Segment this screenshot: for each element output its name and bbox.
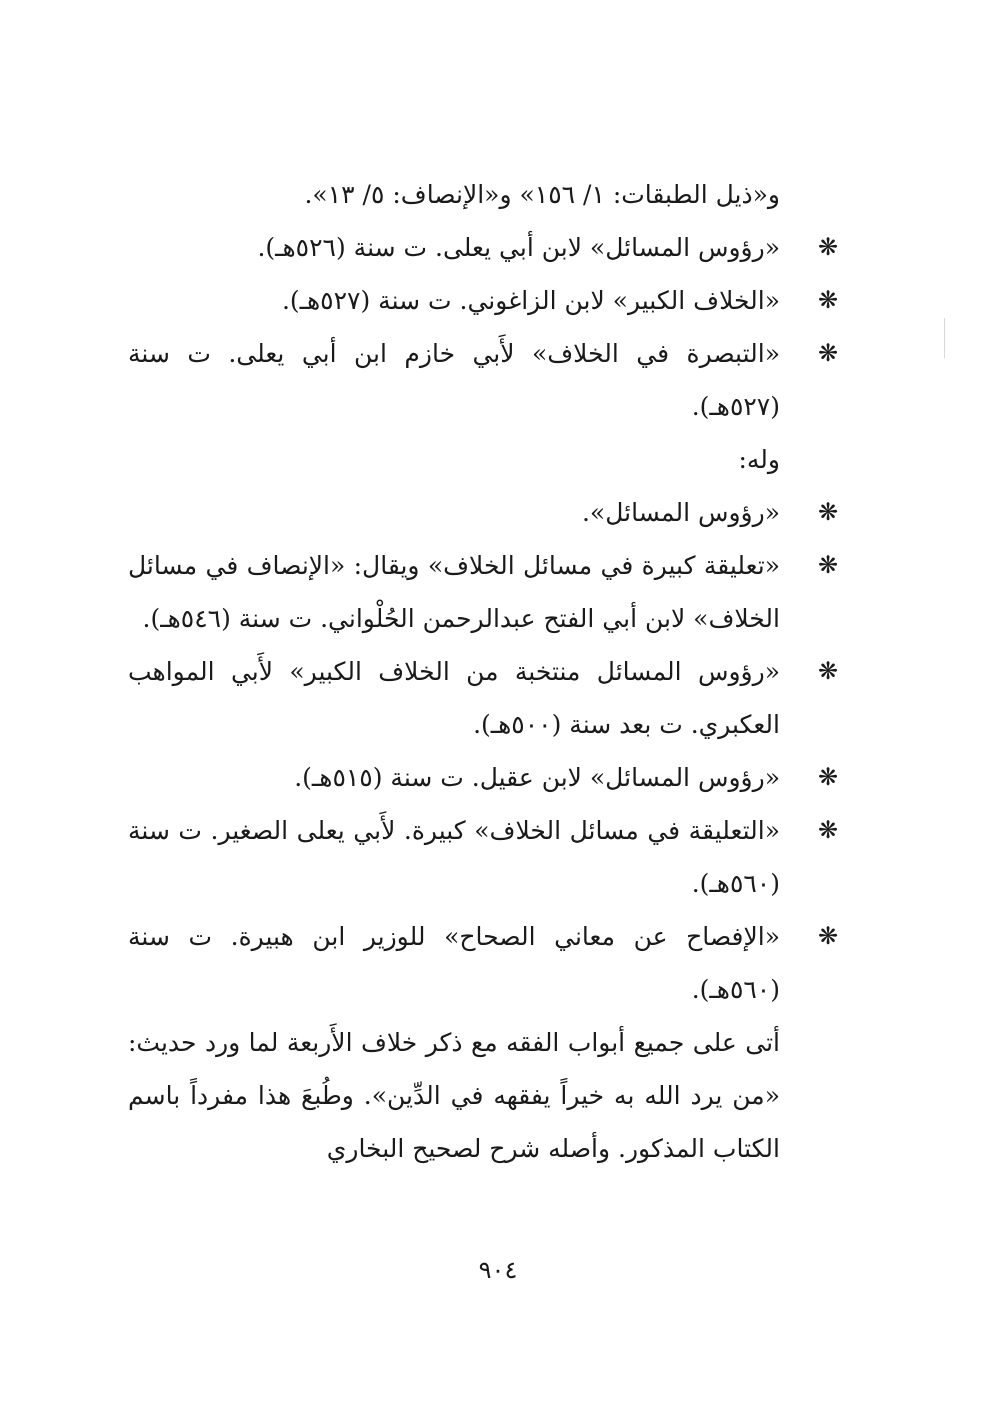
list-item-text: «الخلاف الكبير» لابن الزاغوني. ت سنة (٥٢٧هـ). — [281, 286, 780, 315]
list-item — [128, 274, 848, 327]
page-body — [128, 168, 848, 1175]
margin-mark — [944, 318, 945, 358]
list-item-text: «الإفصاح عن معاني الصحاح» للوزير ابن هبيرة. ت سنة (٥٦٠هـ). — [128, 922, 780, 1004]
paragraph: أتى على جميع أبواب الفقه مع ذكر خلاف الأَربعة لما ورد حديث: «من يرد الله به خيراً يفقهه في الدِّين». وطُبعَ هذا مفرداً باسم الكتاب المذكور. وأصله شرح لصحيح البخاري — [128, 1028, 780, 1163]
asterisk-bullet-icon: ❋ — [817, 922, 839, 950]
list-item — [128, 645, 848, 751]
list-item-text: «رؤوس المسائل» لابن عقيل. ت سنة (٥١٥هـ). — [294, 763, 780, 792]
list-item-text: «رؤوس المسائل منتخبة من الخلاف الكبير» لأَبي المواهب العكبري. ت بعد سنة (٥٠٠هـ). — [128, 657, 780, 739]
page-number: ٩٠٤ — [478, 1256, 518, 1284]
section-label: وله: — [738, 445, 780, 474]
asterisk-bullet-icon: ❋ — [817, 498, 839, 526]
asterisk-bullet-icon: ❋ — [817, 551, 839, 579]
list-item — [128, 804, 848, 910]
list-item-text: «التعليقة في مسائل الخلاف» كبيرة. لأَبي يعلى الصغير. ت سنة (٥٦٠هـ). — [128, 816, 780, 898]
asterisk-bullet-icon: ❋ — [817, 339, 839, 367]
asterisk-bullet-icon: ❋ — [817, 233, 839, 261]
list-item-text: «رؤوس المسائل» لابن أبي يعلى. ت سنة (٥٢٦هـ). — [257, 233, 780, 262]
reference-line: و«ذيل الطبقات: ١/ ١٥٦» و«الإنصاف: ٥/ ١٣». — [304, 180, 780, 209]
list-item — [128, 327, 848, 433]
asterisk-bullet-icon: ❋ — [817, 657, 839, 685]
list-item-text: «تعليقة كبيرة في مسائل الخلاف» ويقال: «الإنصاف في مسائل الخلاف» لابن أبي الفتح عبدالرحمن الحُلْواني. ت سنة (٥٤٦هـ). — [128, 551, 780, 633]
asterisk-bullet-icon: ❋ — [817, 816, 839, 844]
list-item — [128, 539, 848, 645]
list-item-text: «رؤوس المسائل». — [581, 498, 780, 527]
asterisk-bullet-icon: ❋ — [817, 286, 839, 314]
list-item — [128, 751, 848, 804]
asterisk-bullet-icon: ❋ — [817, 763, 839, 791]
list-item — [128, 221, 848, 274]
list-item — [128, 910, 848, 1016]
list-item — [128, 486, 848, 539]
list-item-text: «التبصرة في الخلاف» لأَبي خازم ابن أبي يعلى. ت سنة (٥٢٧هـ). — [128, 339, 780, 421]
